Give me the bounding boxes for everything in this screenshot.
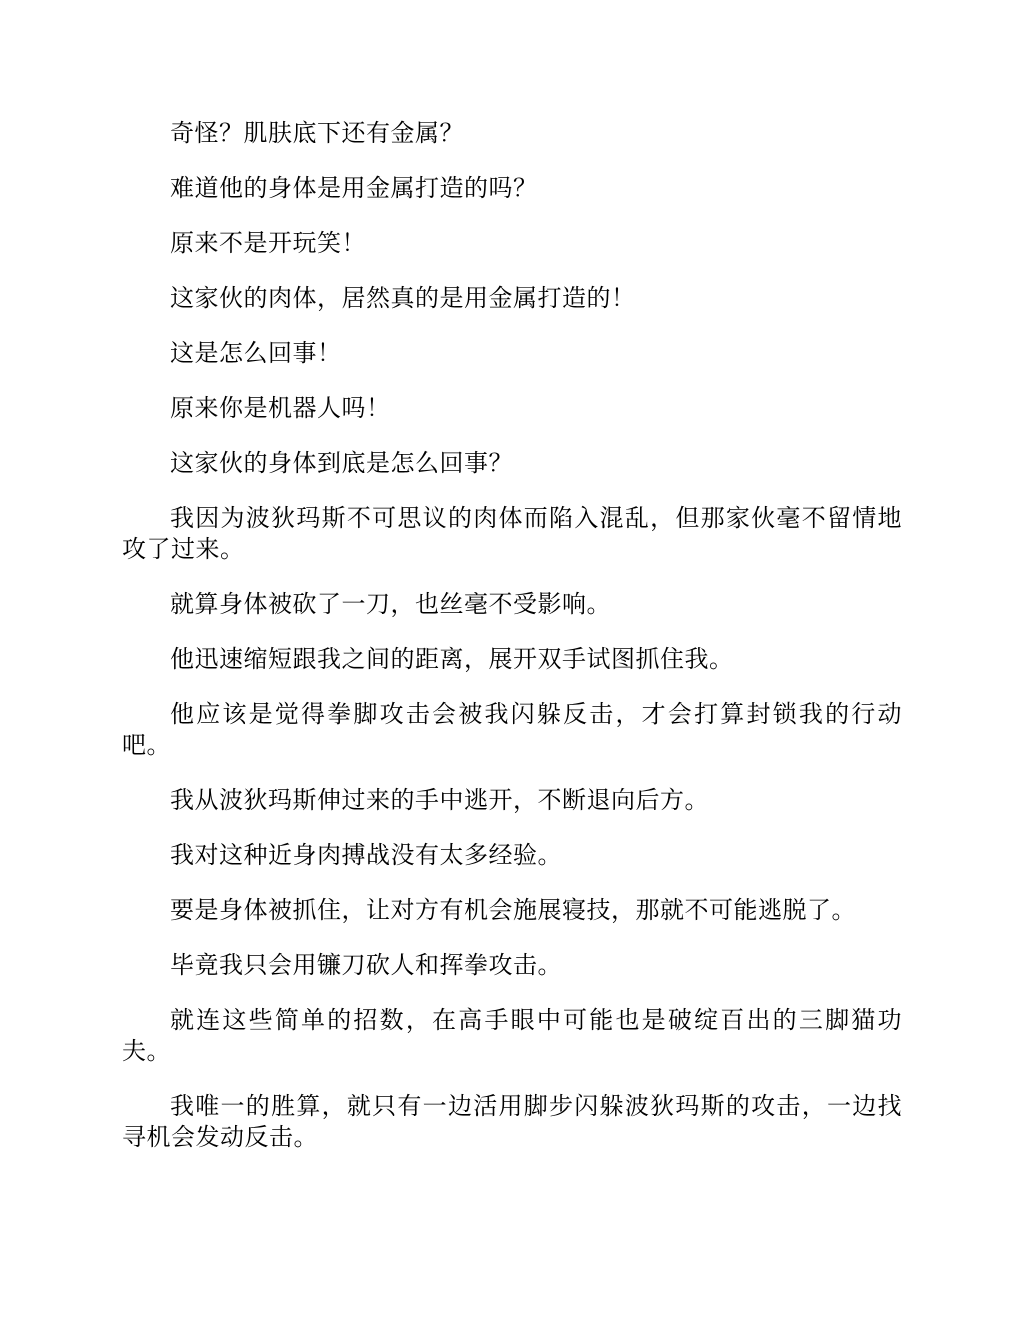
paragraph: 要是身体被抓住，让对方有机会施展寝技，那就不可能逃脱了。 <box>170 896 856 924</box>
body-text <box>122 118 902 1177</box>
paragraph: 这家伙的肉体，居然真的是用金属打造的！ <box>170 284 636 312</box>
paragraph: 这家伙的身体到底是怎么回事？ <box>170 449 513 477</box>
paragraph: 就算身体被砍了一刀，也丝毫不受影响。 <box>170 590 611 618</box>
paragraph: 毕竟我只会用镰刀砍人和挥拳攻击。 <box>170 951 562 979</box>
paragraph: 我从波狄玛斯伸过来的手中逃开，不断退向后方。 <box>170 786 709 814</box>
paragraph: 这是怎么回事！ <box>170 339 342 367</box>
paragraph: 奇怪？肌肤底下还有金属？ <box>170 119 464 147</box>
paragraph: 我唯一的胜算，就只有一边活用脚步闪躲波狄玛斯的攻击，一边找寻机会发动反击。 <box>122 1092 902 1151</box>
paragraph: 我因为波狄玛斯不可思议的肉体而陷入混乱，但那家伙毫不留情地攻了过来。 <box>122 504 902 563</box>
paragraph: 原来不是开玩笑！ <box>170 229 366 257</box>
paragraph: 难道他的身体是用金属打造的吗？ <box>170 174 538 202</box>
paragraph: 就连这些简单的招数，在高手眼中可能也是破绽百出的三脚猫功夫。 <box>122 1006 902 1065</box>
paragraph: 我对这种近身肉搏战没有太多经验。 <box>170 841 562 869</box>
paragraph: 原来你是机器人吗！ <box>170 394 391 422</box>
paragraph: 他迅速缩短跟我之间的距离，展开双手试图抓住我。 <box>170 645 734 673</box>
paragraph: 他应该是觉得拳脚攻击会被我闪躲反击，才会打算封锁我的行动吧。 <box>122 700 902 759</box>
